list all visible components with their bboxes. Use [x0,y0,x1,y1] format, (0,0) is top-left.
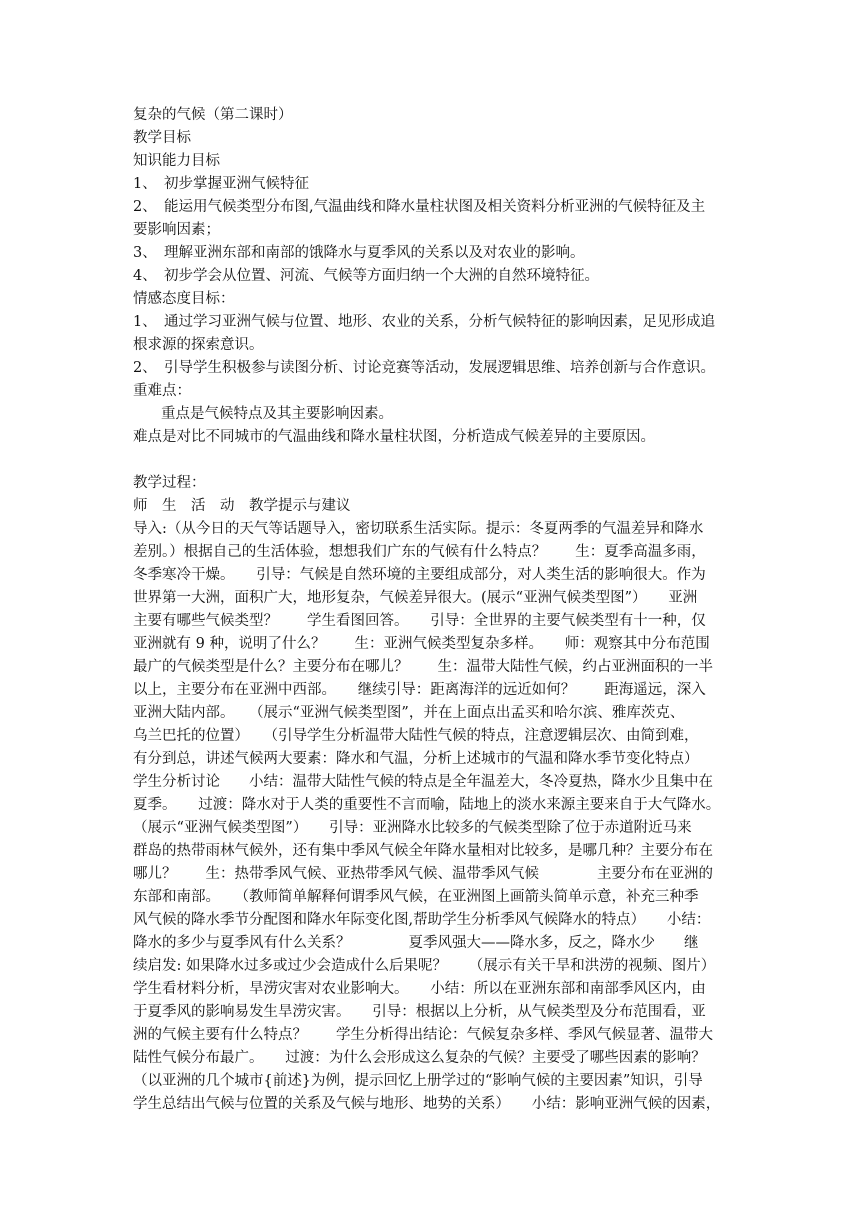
process-line: 续启发: 如果降水过多或过少会造成什么后果呢？ （展示有关干旱和洪涝的视频、图片） [133,958,716,974]
process-line: （展示“亚洲气候类型图”） 引导：亚洲降水比较多的气候类型除了位于赤道附近马来 [133,820,692,836]
heading-teaching-goals: 教学目标 [133,130,191,146]
heading-key-points: 重难点： [133,383,191,399]
process-line: 降水的多少与夏季风有什么关系？ 夏季风强大——降水多，反之，降水少 继 [133,935,699,951]
document-title: 复杂的气候（第二课时） [133,107,293,123]
blank-line [133,449,731,472]
process-line: 亚洲就有 9 种，说明了什么？ 生：亚洲气候类型复杂多样。 师：观察其中分布范围 [133,636,710,652]
process-column-headers: 师 生 活 动 教学提示与建议 [133,498,351,514]
key-point-main: 重点是气候特点及其主要影响因素。 [161,406,393,422]
knowledge-item: 2、 能运用气候类型分布图,气温曲线和降水量柱状图及相关资料分析亚洲的气候特征及主 [133,199,706,215]
process-line: 东部和南部。 （教师简单解释何谓季风气候，在亚洲图上画箭头简单示意，补充三种季 [133,889,699,905]
knowledge-item: 3、 理解亚洲东部和南部的饿降水与夏季风的关系以及对农业的影响。 [133,245,585,261]
process-body [133,518,731,1116]
process-line: 洲的气候主要有什么特点？ 学生分析得出结论：气候复杂多样、季风气候显著、温带大 [133,1027,713,1043]
process-line: 以上，主要分布在亚洲中西部。 继续引导：距离海洋的远近如何？ 距海遥远，深入 [133,682,706,698]
process-line: 亚洲大陆内部。 （展示“亚洲气候类型图”，并在上面点出孟买和哈尔滨、雅库茨克、 [133,705,685,721]
process-line: 陆性气候分布最广。 过渡：为什么会形成这么复杂的气候？主要受了哪些因素的影响？ [133,1050,706,1066]
process-line: 学生看材料分析，旱涝灾害对农业影响大。 小结：所以在亚洲东部和南部季风区内，由 [133,981,706,997]
heading-knowledge-goals: 知识能力目标 [133,153,220,169]
emotion-item: 2、 引导学生积极参与读图分析、讨论竞赛等活动，发展逻辑思维、培养创新与合作意识。 [133,360,715,376]
process-line: （以亚洲的几个城市{前述}为例，提示回忆上册学过的“影响气候的主要因素”知识，引导 [133,1073,703,1089]
knowledge-item: 1、 初步掌握亚洲气候特征 [133,176,309,192]
process-line: 世界第一大洲，面积广大，地形复杂，气候差异很大。(展示“亚洲气候类型图”） 亚洲 [133,590,698,606]
key-point-difficult: 难点是对比不同城市的气温曲线和降水量柱状图，分析造成气候差异的主要原因。 [133,429,655,445]
process-line: 风气候的降水季节分配图和降水年际变化图,帮助学生分析季风气候降水的特点） 小结： [133,912,711,928]
process-line: 乌兰巴托的位置） （引导学生分析温带大陆性气候的特点，注意逻辑层次、由简到难， [133,728,699,744]
process-line: 导入:（从今日的天气等话题导入，密切联系生活实际。提示：冬夏两季的气温差异和降水 [133,521,704,537]
emotion-item: 1、 通过学习亚洲气候与位置、地形、农业的关系，分析气候特征的影响因素，足见形成追 [133,314,715,330]
emotion-item: 根求源的探索意识。 [133,337,264,353]
knowledge-item: 4、 初步学会从位置、河流、气候等方面归纳一个大洲的自然环境特征。 [133,268,599,284]
knowledge-item: 要影响因素； [133,222,220,238]
heading-emotion-goals: 情感态度目标： [133,291,235,307]
process-line: 学生总结出气候与位置的关系及气候与地形、地势的关系） 小结：影响亚洲气候的因素， [133,1096,721,1112]
heading-teaching-process: 教学过程： [133,475,206,491]
process-line: 最广的气候类型是什么？主要分布在哪儿？ 生：温带大陆性气候，约占亚洲面积的一半 [133,659,713,675]
process-line: 学生分析讨论 小结：温带大陆性气候的特点是全年温差大，冬冷夏热，降水少且集中在 [133,774,713,790]
process-line: 有分到总，讲述气候两大要素：降水和气温，分析上述城市的气温和降水季节变化特点） [133,751,699,767]
process-line: 夏季。 过渡：降水对于人类的重要性不言而喻，陆地上的淡水来源主要来自于大气降水。 [133,797,721,813]
process-line: 群岛的热带雨林气候外，还有集中季风气候全年降水量相对比较多，是哪几种？主要分布在 [133,843,713,859]
process-line: 主要有哪些气候类型？ 学生看图回答。 引导：全世界的主要气候类型有十一种，仅 [133,613,706,629]
process-line: 于夏季风的影响易发生旱涝灾害。 引导：根据以上分析，从气候类型及分布范围看，亚 [133,1004,706,1020]
document-page [133,104,731,1116]
process-line: 冬季寒冷干燥。 引导：气候是自然环境的主要组成部分，对人类生活的影响很大。作为 [133,567,706,583]
process-line: 差别。）根据自己的生活体验，想想我们广东的气候有什么特点？ 生：夏季高温多雨， [133,544,706,560]
process-line: 哪儿？ 生：热带季风气候、亚热带季风气候、温带季风气候 主要分布在亚洲的 [133,866,713,882]
